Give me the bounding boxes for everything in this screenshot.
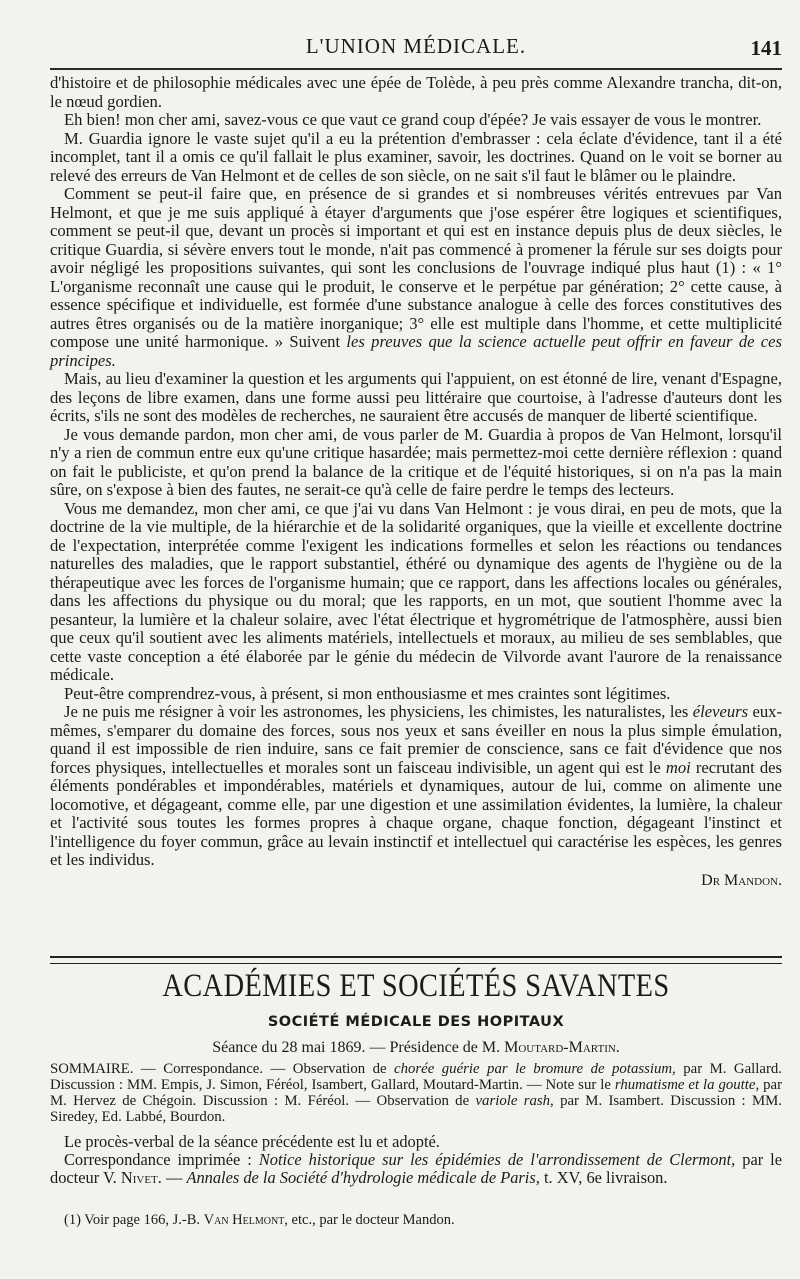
minutes-italic: Annales de la Société d'hydrologie médicale de Paris, xyxy=(186,1168,540,1187)
summary-italic: chorée guérie par le bromure de potassium, xyxy=(394,1061,676,1077)
session-line xyxy=(50,1039,782,1057)
paragraph xyxy=(50,185,782,370)
paragraph: M. Guardia ignore le vaste sujet qu'il a eu la prétention d'embrasser : cela éclate d'évidence, tant il a été incomplet, tant il a omis ce qu'il fallait le plus examiner, savoir, les doctrines. Quand on le voit se borner au relevé des erreurs de Van Helmont et de celles de son siècle, on ne sait s'il faut le blâmer ou le plaindre. xyxy=(50,128,782,185)
paragraph: Mais, au lieu d'examiner la question et les arguments qui l'appuient, on est étonné de lire, venant d'Espagne, des leçons de libre examen, dans une forme aussi peu littéraire que courtoise, à l'adresse d'auteurs dont les écrits, s'ils ne sont des modèles de recherches, ne sauraient être accusés de manquer de liberté scientifique. xyxy=(50,369,782,425)
paragraph: d'histoire et de philosophie médicales avec une épée de Tolède, à peu près comme Alexandre trancha, dit-on, le nœud gordien. xyxy=(50,73,782,111)
summary-text: par M. Gallard. Discussion : MM. Empis, J. Simon, Féréol, Isambert, Gallard, Moutard-Martin. — Note sur le xyxy=(50,1061,782,1093)
italic-word: moi xyxy=(665,757,691,777)
session-date: Séance du 28 mai 1869. — Présidence de M. xyxy=(212,1039,505,1056)
summary-italic: rhumatisme et la goutte, xyxy=(614,1077,760,1093)
section-rule xyxy=(50,956,782,964)
paragraph-text: Je ne puis me résigner à voir les astronomes, les physiciens, les chimistes, les naturalistes, les xyxy=(64,702,693,721)
signature-title: Dr xyxy=(701,871,721,889)
minutes-italic: Notice historique sur les épidémies de l'arrondissement de Clermont, xyxy=(258,1150,736,1169)
italic-word: éleveurs xyxy=(692,702,749,721)
society-name: SOCIÉTÉ MÉDICALE DES HOPITAUX xyxy=(267,1014,565,1030)
paragraph-text: recrutant des éléments pondérables et impondérables, matériels et dynamiques, autour de lui, comme on alimente une locomotive, et dégageant, comme elle, par une digestion et une assimilation évidentes, la lumière, la chaleur et l'activité sous toutes les formes propres à chaque organe, chaque fonction, dégageant l'instinct et l'intelligence du foyer commun, grâce au levain instinctif et intellectuel qui caractérise les espèces, les genres et les individus. xyxy=(50,757,782,869)
summary-text: par M. Isambert. Discussion : MM. Siredey, Ed. Labbé, Bourdon. xyxy=(50,1093,783,1125)
paragraph-text: eux-mêmes, s'emparer du domaine des forces, sous nos yeux et sans éveiller en nous la plus simple émulation, quand il est impossible de rien induire, sans ce fait premier de conscience, sans ce fait d'évidence que nos forces physiques, intellectuelles et morales sont un faisceau indivisible, un agent qui est le xyxy=(50,702,782,777)
session-minutes xyxy=(50,1133,782,1187)
paragraph xyxy=(50,703,782,870)
running-head xyxy=(50,28,782,68)
paragraph: Eh bien! mon cher ami, savez-vous ce que vaut ce grand coup d'épée? Je vais essayer de vous le montrer. xyxy=(64,110,762,129)
paragraph: Peut-être comprendrez-vous, à présent, si mon enthousiasme et mes craintes sont légitimes. xyxy=(64,683,671,703)
paragraph xyxy=(50,1151,782,1187)
minutes-text: Correspondance imprimée : xyxy=(64,1150,259,1169)
signature xyxy=(50,872,782,891)
header-rule xyxy=(50,68,782,70)
paragraph: Vous me demandez, mon cher ami, ce que j'ai vu dans Van Helmont : je vous dirai, en peu de mots, que la doctrine de la vie multiple, de la hiérarchie et de la solidarité organiques, que la vieille et excellente doctrine de l'expectation, interprétée comme l'exigent les indications formelles et selon les réactions ou tendances naturelles des maladies, que le rapport substantiel, éthéré ou dynamique des agents de l'hygiène ou de la thérapeutique avec les forces de l'organisme humain; que ce rapport, dans les affections locales ou générales, dans les affections du physique ou du moral; que les rapports, en un mot, que soutient l'homme avec la pesanteur, la lumière et la chaleur solaire, avec l'état électrique et hygrométrique de l'atmosphère, aussi bien que ceux qu'il soutient avec les aliments matériels, intellectuels et moraux, au milieu de ses semblables, que cette vaste conception a été élaborée par le génie du médecin de Vilvorde avant l'aurore de la renaissance médicale. xyxy=(50,498,782,684)
footnote-text: (1) Voir page 166, J.-B. xyxy=(64,1212,204,1228)
summary-text: par M. Hervez de Chégoin. Discussion : M. Féréol. — Observation de xyxy=(50,1077,783,1109)
paragraph: Je vous demande pardon, mon cher ami, de vous parler de M. Guardia à propos de Van Helmont, lorsqu'il n'y a rien de commun entre eux qu'une critique hasardée; mais permettez-moi cette dernière réflexion : quand on fait le publiciste, et qu'on prend la balance de la critique et de l'équité historiques, si on n'a pas la main sûre, on s'expose à bien des fautes, ne serait-ce qu'à celle de faire perdre le temps des lecteurs. xyxy=(50,424,782,499)
footnote-name: Van Helmont, xyxy=(203,1212,288,1228)
paragraph: Le procès-verbal de la séance précédente est lu et adopté. xyxy=(64,1132,440,1151)
author-name: Nivet. xyxy=(120,1168,162,1187)
president-name: Moutard-Martin. xyxy=(504,1039,620,1056)
summary-text: SOMMAIRE. — Correspondance. — Observation de xyxy=(50,1061,395,1077)
running-title: L'UNION MÉDICALE. xyxy=(305,34,527,58)
section-title: ACADÉMIES ET SOCIÉTÉS SAVANTES xyxy=(162,968,670,1004)
summary-italic: variole rash, xyxy=(475,1093,554,1109)
minutes-text: — xyxy=(161,1168,187,1187)
paragraph-text: Comment se peut-il faire que, en présence de si grandes et si nombreuses vérités entrevues par Van Helmont, et que je me suis appliqué à étayer d'arguments que j'ose espérer être logiques et scientifiques, comment se peut-il que, devant un procès si important et qui est en instance depuis plus de deux siècles, le critique Guardia, si sévère envers tout le monde, n'ait pas commencé à promener la férule sur ses doigts pour avoir négligé les propositions suivantes, qui sont les conclusions de l'ouvrage indiqué plus haut (1) : « 1° L'organisme reconnaît une cause qui le produit, le conserve et le perpétue par génération; 2° cette cause, à essence spécifique et individuelle, est formée d'une substance analogue à celle des forces constitutives des autres êtres organisés ou de la matière inorganique; 3° elle est multiple dans l'homme, et cette multiplicité compose une unité harmonique. » Suivent xyxy=(50,184,782,351)
session-summary xyxy=(50,1061,782,1125)
minutes-text: par le docteur V. xyxy=(50,1150,783,1187)
italic-phrase: les preuves que la science actuelle peut offrir en faveur de ces principes. xyxy=(50,332,782,370)
footnote xyxy=(50,1212,782,1229)
footnote-text: etc., par le docteur Mandon. xyxy=(287,1212,455,1228)
article-body xyxy=(50,74,782,890)
signature-name: Mandon. xyxy=(724,871,782,889)
minutes-text: t. XV, 6e livraison. xyxy=(539,1168,668,1187)
page-number: 141 xyxy=(750,36,782,60)
